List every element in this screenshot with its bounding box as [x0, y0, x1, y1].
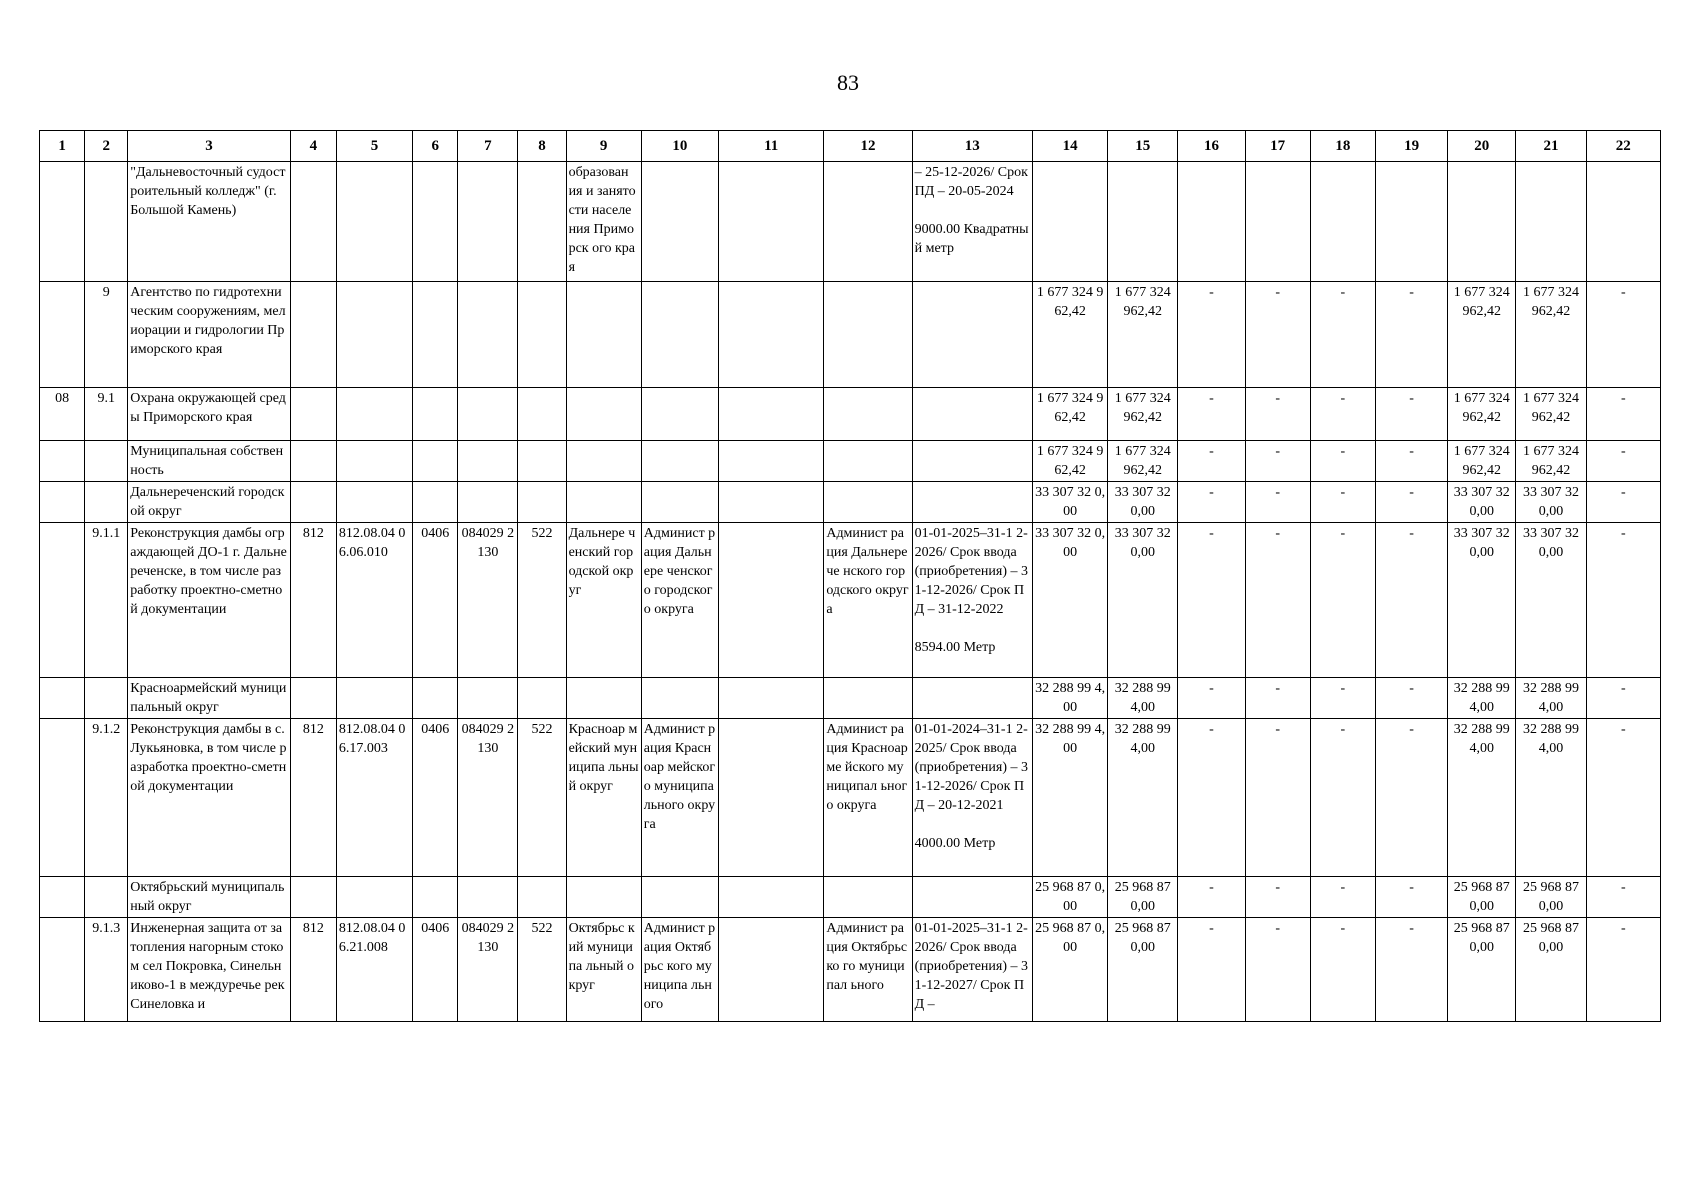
cell-col-16: - — [1178, 388, 1245, 441]
cell-col-15: 33 307 32 0,00 — [1108, 523, 1178, 678]
cell-col-1 — [40, 719, 85, 877]
cell-col-14: 1 677 324 962,42 — [1032, 282, 1107, 388]
cell-col-3: Реконструкция дамбы ограждающей ДО-1 г. Дальнереченске, в том числе разработку проектно-сметной документации — [128, 523, 291, 678]
header-row — [40, 131, 1661, 162]
cell-col-18: - — [1310, 388, 1375, 441]
cell-col-19: - — [1375, 441, 1447, 482]
cell-col-9: Дальнере ченский городской округ — [566, 523, 641, 678]
cell-col-4 — [290, 162, 336, 282]
column-header-19: 19 — [1375, 131, 1447, 162]
cell-col-5 — [336, 877, 412, 918]
cell-col-20: 25 968 87 0,00 — [1448, 877, 1516, 918]
cell-col-20: 32 288 99 4,00 — [1448, 678, 1516, 719]
cell-col-18: - — [1310, 441, 1375, 482]
cell-col-3: Дальнереченский городской округ — [128, 482, 291, 523]
cell-col-4: 812 — [290, 719, 336, 877]
cell-col-12: Админист рация Красноарме йского муниципал ьного округа — [824, 719, 912, 877]
cell-col-4 — [290, 388, 336, 441]
cell-col-16: - — [1178, 282, 1245, 388]
cell-col-5: 812.08.04 06.21.008 — [336, 918, 412, 1022]
cell-col-1 — [40, 523, 85, 678]
cell-col-8: 522 — [518, 719, 566, 877]
cell-col-6 — [413, 441, 458, 482]
cell-col-11 — [719, 282, 824, 388]
cell-col-20: 33 307 32 0,00 — [1448, 482, 1516, 523]
cell-col-3: Инженерная защита от затопления нагорным стоком сел Покровка, Синельниково-1 в междуречье рек Синеловка и — [128, 918, 291, 1022]
cell-col-1 — [40, 441, 85, 482]
column-header-11: 11 — [719, 131, 824, 162]
cell-col-7: 084029 2130 — [458, 719, 518, 877]
column-header-15: 15 — [1108, 131, 1178, 162]
cell-col-5: 812.08.04 06.17.003 — [336, 719, 412, 877]
cell-col-13 — [912, 388, 1032, 441]
cell-col-17: - — [1245, 918, 1310, 1022]
cell-col-4: 812 — [290, 918, 336, 1022]
cell-col-22: - — [1586, 678, 1660, 719]
column-header-7: 7 — [458, 131, 518, 162]
cell-col-5: 812.08.04 06.06.010 — [336, 523, 412, 678]
cell-col-9 — [566, 388, 641, 441]
cell-col-5 — [336, 441, 412, 482]
cell-col-11 — [719, 877, 824, 918]
cell-col-9: Красноар мейский муниципа льный округ — [566, 719, 641, 877]
cell-col-6 — [413, 388, 458, 441]
cell-col-16: - — [1178, 482, 1245, 523]
cell-col-13 — [912, 482, 1032, 523]
column-header-21: 21 — [1516, 131, 1586, 162]
cell-col-4 — [290, 441, 336, 482]
cell-col-12 — [824, 678, 912, 719]
cell-col-21: 33 307 32 0,00 — [1516, 523, 1586, 678]
cell-col-8 — [518, 282, 566, 388]
cell-col-19: - — [1375, 918, 1447, 1022]
cell-col-1 — [40, 918, 85, 1022]
cell-col-2 — [85, 482, 128, 523]
cell-col-7 — [458, 877, 518, 918]
cell-col-20: 1 677 324 962,42 — [1448, 441, 1516, 482]
cell-col-19: - — [1375, 877, 1447, 918]
cell-col-22: - — [1586, 441, 1660, 482]
cell-col-8: 522 — [518, 523, 566, 678]
cell-col-8 — [518, 678, 566, 719]
cell-col-15: 25 968 87 0,00 — [1108, 918, 1178, 1022]
cell-col-21: 32 288 99 4,00 — [1516, 719, 1586, 877]
cell-col-13: – 25-12-2026/ Срок ПД – 20-05-2024 9000.00 Квадратный метр — [912, 162, 1032, 282]
cell-col-12: Админист рация Октябрьско го муниципал ьного — [824, 918, 912, 1022]
cell-col-2 — [85, 678, 128, 719]
table-row — [40, 441, 1661, 482]
column-header-10: 10 — [641, 131, 718, 162]
cell-col-10 — [641, 482, 718, 523]
table-row — [40, 719, 1661, 877]
cell-col-9 — [566, 877, 641, 918]
cell-col-2: 9.1.3 — [85, 918, 128, 1022]
cell-col-9: образован ия и занятости населения Приморск ого края — [566, 162, 641, 282]
cell-col-18: - — [1310, 877, 1375, 918]
cell-col-12 — [824, 282, 912, 388]
cell-col-16: - — [1178, 918, 1245, 1022]
cell-col-22: - — [1586, 719, 1660, 877]
cell-col-18: - — [1310, 678, 1375, 719]
cell-col-14: 1 677 324 962,42 — [1032, 388, 1107, 441]
cell-col-10 — [641, 282, 718, 388]
cell-col-8 — [518, 482, 566, 523]
cell-col-12 — [824, 441, 912, 482]
cell-col-11 — [719, 162, 824, 282]
cell-col-20: 1 677 324 962,42 — [1448, 388, 1516, 441]
cell-col-12 — [824, 482, 912, 523]
cell-col-13 — [912, 877, 1032, 918]
column-header-8: 8 — [518, 131, 566, 162]
cell-col-3: Охрана окружающей среды Приморского края — [128, 388, 291, 441]
cell-col-2 — [85, 877, 128, 918]
cell-col-2: 9 — [85, 282, 128, 388]
cell-col-21: 32 288 99 4,00 — [1516, 678, 1586, 719]
cell-col-12 — [824, 877, 912, 918]
table-body — [40, 162, 1661, 1022]
cell-col-8: 522 — [518, 918, 566, 1022]
cell-col-2 — [85, 441, 128, 482]
cell-col-16: - — [1178, 678, 1245, 719]
cell-col-5 — [336, 482, 412, 523]
cell-col-4 — [290, 877, 336, 918]
column-header-18: 18 — [1310, 131, 1375, 162]
cell-col-15: 1 677 324 962,42 — [1108, 388, 1178, 441]
table-row — [40, 877, 1661, 918]
cell-col-21: 1 677 324 962,42 — [1516, 388, 1586, 441]
cell-col-13: 01-01-2025–31-1 2-2026/ Срок ввода (приобретения) – 31-12-2027/ Срок ПД – — [912, 918, 1032, 1022]
cell-col-22: - — [1586, 282, 1660, 388]
cell-col-8 — [518, 441, 566, 482]
cell-col-17: - — [1245, 388, 1310, 441]
cell-col-14 — [1032, 162, 1107, 282]
cell-col-15: 32 288 99 4,00 — [1108, 678, 1178, 719]
table-row — [40, 162, 1661, 282]
cell-col-22: - — [1586, 388, 1660, 441]
cell-col-14: 33 307 32 0,00 — [1032, 482, 1107, 523]
cell-col-3: Красноармейский муниципальный округ — [128, 678, 291, 719]
cell-col-7 — [458, 441, 518, 482]
cell-col-16 — [1178, 162, 1245, 282]
cell-col-6 — [413, 482, 458, 523]
cell-col-21: 33 307 32 0,00 — [1516, 482, 1586, 523]
cell-col-17 — [1245, 162, 1310, 282]
column-header-17: 17 — [1245, 131, 1310, 162]
cell-col-22: - — [1586, 523, 1660, 678]
cell-col-10 — [641, 388, 718, 441]
column-header-1: 1 — [40, 131, 85, 162]
column-header-16: 16 — [1178, 131, 1245, 162]
cell-col-16: - — [1178, 719, 1245, 877]
column-header-2: 2 — [85, 131, 128, 162]
table-row — [40, 918, 1661, 1022]
cell-col-15: 1 677 324 962,42 — [1108, 282, 1178, 388]
cell-col-6 — [413, 162, 458, 282]
cell-col-7: 084029 2130 — [458, 918, 518, 1022]
cell-col-19: - — [1375, 719, 1447, 877]
cell-col-8 — [518, 388, 566, 441]
cell-col-7: 084029 2130 — [458, 523, 518, 678]
cell-col-14: 25 968 87 0,00 — [1032, 877, 1107, 918]
cell-col-9 — [566, 482, 641, 523]
cell-col-14: 32 288 99 4,00 — [1032, 719, 1107, 877]
cell-col-3: Муниципальная собственность — [128, 441, 291, 482]
cell-col-7 — [458, 162, 518, 282]
cell-col-1 — [40, 678, 85, 719]
cell-col-14: 25 968 87 0,00 — [1032, 918, 1107, 1022]
cell-col-1 — [40, 282, 85, 388]
cell-col-10: Админист рация Красноар мейского муниципа льного округа — [641, 719, 718, 877]
cell-col-13: 01-01-2024–31-1 2-2025/ Срок ввода (приобретения) – 31-12-2026/ Срок ПД – 20-12-2021 4000.00 Метр — [912, 719, 1032, 877]
cell-col-17: - — [1245, 877, 1310, 918]
cell-col-20: 1 677 324 962,42 — [1448, 282, 1516, 388]
cell-col-18: - — [1310, 282, 1375, 388]
cell-col-11 — [719, 441, 824, 482]
cell-col-4: 812 — [290, 523, 336, 678]
cell-col-15: 25 968 87 0,00 — [1108, 877, 1178, 918]
cell-col-21: 1 677 324 962,42 — [1516, 282, 1586, 388]
cell-col-19: - — [1375, 523, 1447, 678]
cell-col-9 — [566, 678, 641, 719]
column-header-20: 20 — [1448, 131, 1516, 162]
cell-col-19: - — [1375, 678, 1447, 719]
cell-col-2: 9.1 — [85, 388, 128, 441]
cell-col-19 — [1375, 162, 1447, 282]
column-header-13: 13 — [912, 131, 1032, 162]
column-header-9: 9 — [566, 131, 641, 162]
cell-col-9 — [566, 282, 641, 388]
cell-col-19: - — [1375, 482, 1447, 523]
cell-col-5 — [336, 282, 412, 388]
cell-col-18 — [1310, 162, 1375, 282]
cell-col-17: - — [1245, 719, 1310, 877]
cell-col-19: - — [1375, 282, 1447, 388]
cell-col-4 — [290, 678, 336, 719]
cell-col-11 — [719, 388, 824, 441]
cell-col-16: - — [1178, 523, 1245, 678]
cell-col-18: - — [1310, 719, 1375, 877]
cell-col-4 — [290, 282, 336, 388]
cell-col-6: 0406 — [413, 523, 458, 678]
cell-col-21 — [1516, 162, 1586, 282]
cell-col-6 — [413, 877, 458, 918]
cell-col-18: - — [1310, 918, 1375, 1022]
table-row — [40, 282, 1661, 388]
cell-col-2 — [85, 162, 128, 282]
budget-table — [39, 130, 1661, 1022]
cell-col-5 — [336, 678, 412, 719]
cell-col-12 — [824, 388, 912, 441]
cell-col-7 — [458, 282, 518, 388]
cell-col-14: 32 288 99 4,00 — [1032, 678, 1107, 719]
cell-col-11 — [719, 482, 824, 523]
cell-col-1 — [40, 482, 85, 523]
cell-col-4 — [290, 482, 336, 523]
column-header-22: 22 — [1586, 131, 1660, 162]
table-row — [40, 388, 1661, 441]
cell-col-8 — [518, 877, 566, 918]
cell-col-2: 9.1.1 — [85, 523, 128, 678]
column-header-6: 6 — [413, 131, 458, 162]
cell-col-1: 08 — [40, 388, 85, 441]
page-number: 83 — [837, 70, 859, 95]
cell-col-18: - — [1310, 482, 1375, 523]
cell-col-14: 1 677 324 962,42 — [1032, 441, 1107, 482]
cell-col-13 — [912, 678, 1032, 719]
cell-col-15: 33 307 32 0,00 — [1108, 482, 1178, 523]
cell-col-7 — [458, 678, 518, 719]
cell-col-19: - — [1375, 388, 1447, 441]
cell-col-15: 32 288 99 4,00 — [1108, 719, 1178, 877]
cell-col-17: - — [1245, 482, 1310, 523]
cell-col-3: Реконструкция дамбы в с. Лукьяновка, в том числе разработка проектно-сметной документации — [128, 719, 291, 877]
cell-col-5 — [336, 162, 412, 282]
cell-col-20: 33 307 32 0,00 — [1448, 523, 1516, 678]
cell-col-10 — [641, 678, 718, 719]
cell-col-6: 0406 — [413, 719, 458, 877]
table-row — [40, 523, 1661, 678]
cell-col-11 — [719, 678, 824, 719]
cell-col-17: - — [1245, 523, 1310, 678]
cell-col-7 — [458, 482, 518, 523]
cell-col-6 — [413, 678, 458, 719]
cell-col-10 — [641, 162, 718, 282]
cell-col-13 — [912, 282, 1032, 388]
cell-col-21: 25 968 87 0,00 — [1516, 877, 1586, 918]
column-header-5: 5 — [336, 131, 412, 162]
cell-col-1 — [40, 877, 85, 918]
table-row — [40, 678, 1661, 719]
cell-col-15 — [1108, 162, 1178, 282]
cell-col-12: Админист рация Дальнерече нского городского округа — [824, 523, 912, 678]
cell-col-9 — [566, 441, 641, 482]
cell-col-13 — [912, 441, 1032, 482]
column-header-12: 12 — [824, 131, 912, 162]
cell-col-11 — [719, 719, 824, 877]
cell-col-10: Админист рация Октябрьс кого муниципа льного — [641, 918, 718, 1022]
cell-col-11 — [719, 523, 824, 678]
cell-col-16: - — [1178, 877, 1245, 918]
column-header-14: 14 — [1032, 131, 1107, 162]
cell-col-17: - — [1245, 678, 1310, 719]
column-header-4: 4 — [290, 131, 336, 162]
cell-col-10 — [641, 877, 718, 918]
cell-col-20: 32 288 99 4,00 — [1448, 719, 1516, 877]
cell-col-20 — [1448, 162, 1516, 282]
cell-col-3: Агентство по гидротехническим сооружениям, мелиорации и гидрологии Приморского края — [128, 282, 291, 388]
cell-col-1 — [40, 162, 85, 282]
cell-col-21: 1 677 324 962,42 — [1516, 441, 1586, 482]
cell-col-3: Октябрьский муниципальный округ — [128, 877, 291, 918]
cell-col-5 — [336, 388, 412, 441]
cell-col-12 — [824, 162, 912, 282]
cell-col-17: - — [1245, 282, 1310, 388]
cell-col-22: - — [1586, 877, 1660, 918]
cell-col-21: 25 968 87 0,00 — [1516, 918, 1586, 1022]
column-header-3: 3 — [128, 131, 291, 162]
cell-col-10: Админист рация Дальнере ченского городског о округа — [641, 523, 718, 678]
cell-col-16: - — [1178, 441, 1245, 482]
cell-col-9: Октябрьс кий муниципа льный округ — [566, 918, 641, 1022]
cell-col-3: "Дальневосточный судостроительный колледж" (г. Большой Камень) — [128, 162, 291, 282]
cell-col-22 — [1586, 162, 1660, 282]
cell-col-15: 1 677 324 962,42 — [1108, 441, 1178, 482]
cell-col-18: - — [1310, 523, 1375, 678]
cell-col-20: 25 968 87 0,00 — [1448, 918, 1516, 1022]
cell-col-2: 9.1.2 — [85, 719, 128, 877]
table-row — [40, 482, 1661, 523]
cell-col-10 — [641, 441, 718, 482]
cell-col-22: - — [1586, 482, 1660, 523]
cell-col-6: 0406 — [413, 918, 458, 1022]
cell-col-13: 01-01-2025–31-1 2-2026/ Срок ввода (приобретения) – 31-12-2026/ Срок ПД – 31-12-2022 8594.00 Метр — [912, 523, 1032, 678]
cell-col-6 — [413, 282, 458, 388]
cell-col-11 — [719, 918, 824, 1022]
cell-col-22: - — [1586, 918, 1660, 1022]
cell-col-7 — [458, 388, 518, 441]
cell-col-14: 33 307 32 0,00 — [1032, 523, 1107, 678]
cell-col-17: - — [1245, 441, 1310, 482]
cell-col-8 — [518, 162, 566, 282]
